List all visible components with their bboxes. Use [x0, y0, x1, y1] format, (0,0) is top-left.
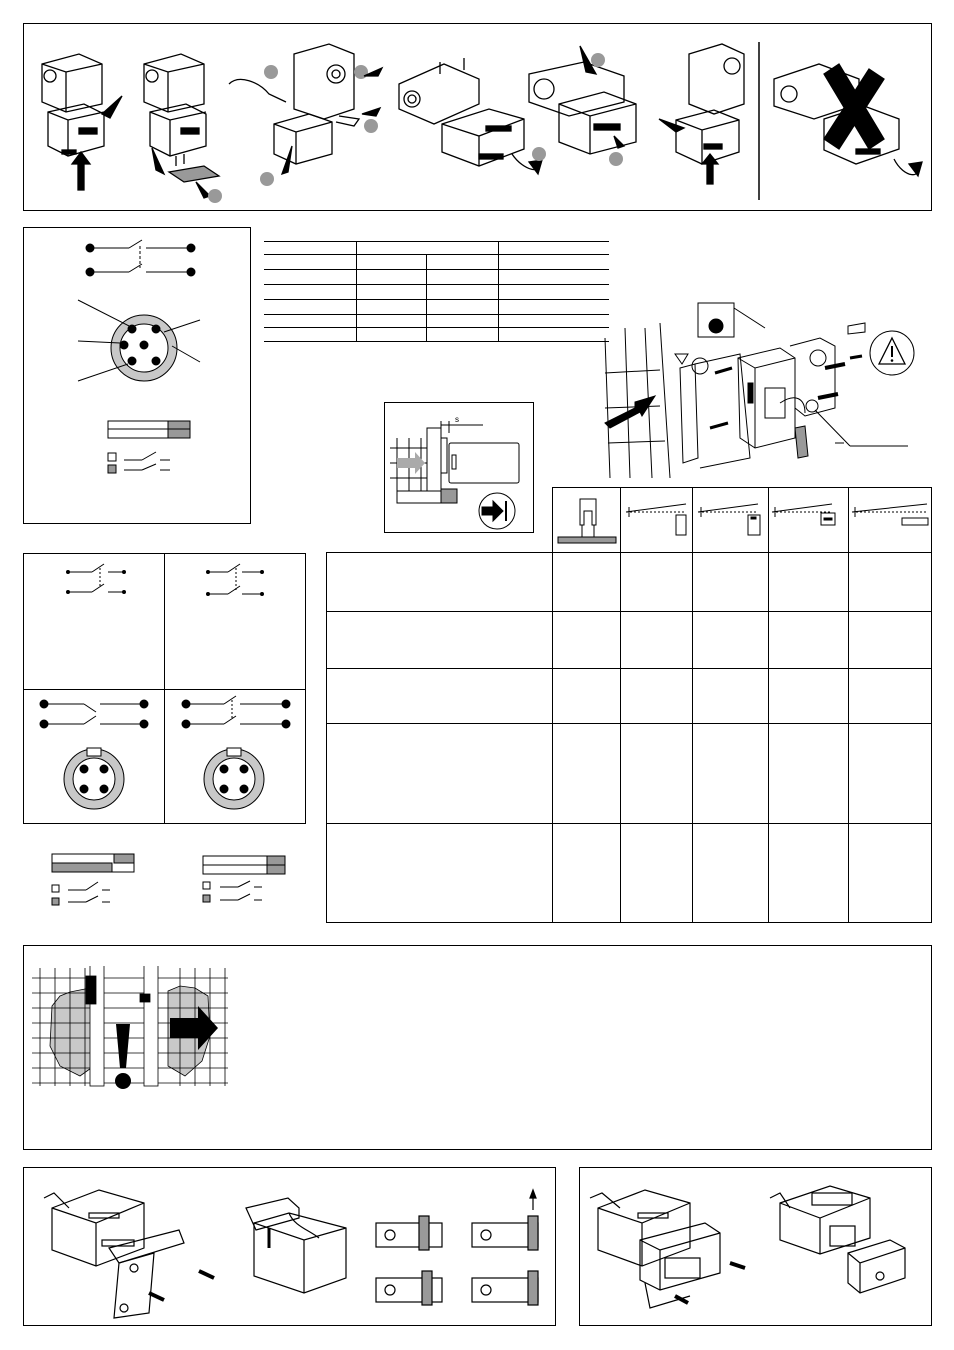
switch-body-step5	[529, 62, 636, 154]
door-gap-illustration	[30, 966, 235, 1116]
actuator-header-icons	[552, 487, 932, 552]
switch-body-step1	[42, 54, 104, 156]
arrow-icon	[530, 1190, 536, 1198]
contact-variants-panel	[23, 553, 306, 824]
warning-triangle-icon	[870, 331, 914, 375]
switch-body-step3	[229, 44, 359, 164]
assembly-steps-illustration	[24, 24, 931, 210]
actuator-variants-illustration	[580, 1168, 931, 1325]
actuator-table	[326, 487, 932, 923]
switch-body-step4	[399, 58, 524, 166]
wiring-diagram-panel	[23, 227, 251, 524]
wire-table	[264, 241, 609, 341]
contact-and-connector-diagram	[24, 228, 250, 523]
exclamation-icon	[115, 1024, 131, 1089]
gap-label: s	[455, 415, 459, 424]
actuator-mounting-illustration	[24, 1168, 555, 1325]
caution-panel	[23, 945, 932, 1150]
assembly-steps-panel	[23, 23, 932, 211]
actuator-mounting-panel	[23, 1167, 556, 1326]
actuator-variants-panel	[579, 1167, 932, 1326]
switch-body-step6	[676, 44, 744, 164]
contact-travel-diagrams	[48, 850, 293, 910]
mounting-illustration	[600, 298, 920, 478]
